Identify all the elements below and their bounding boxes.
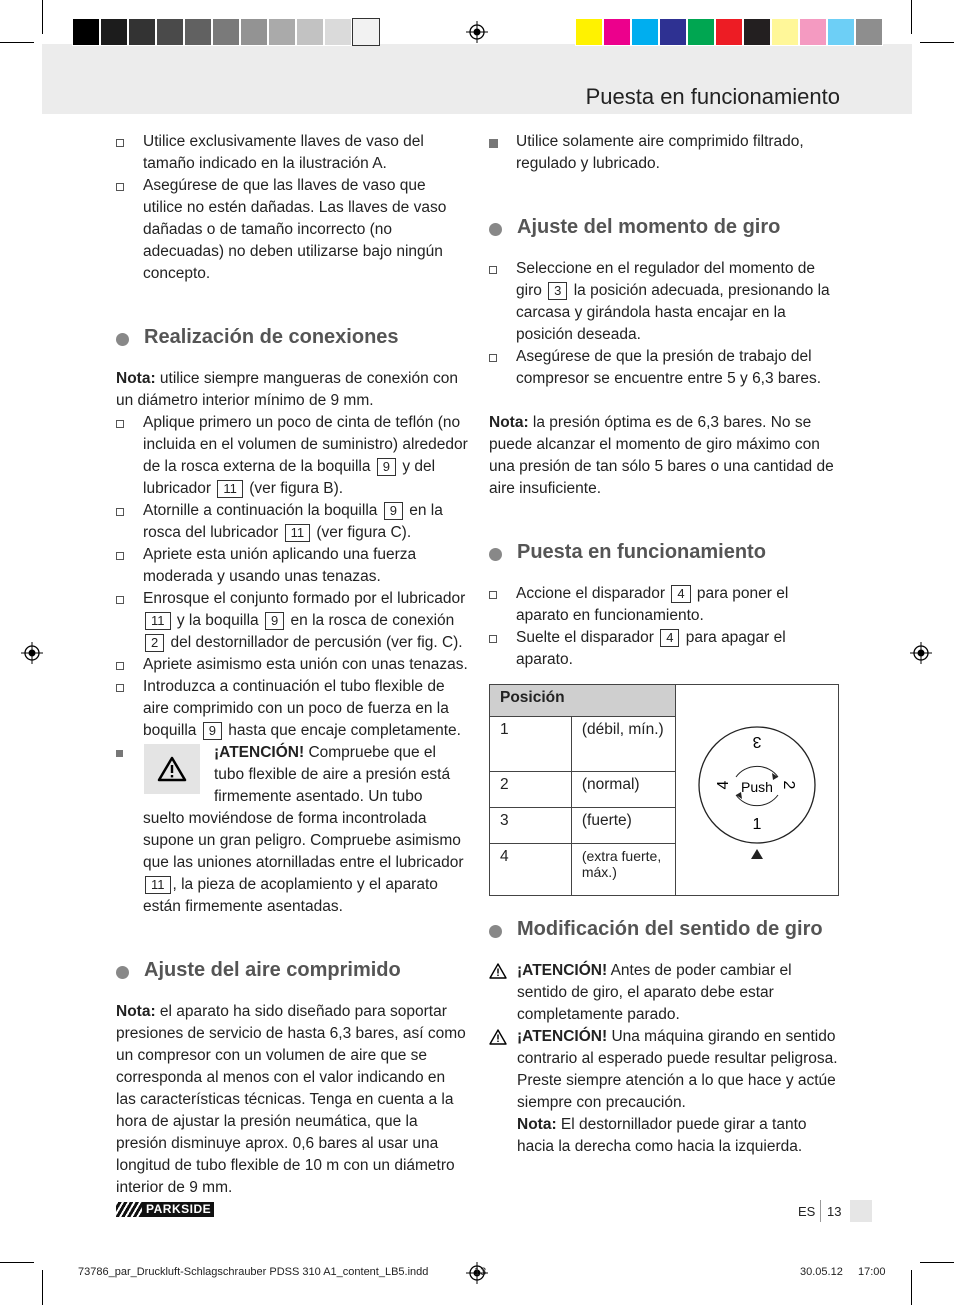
warning-icon [489, 1029, 507, 1045]
bullet-dot-icon [489, 223, 502, 236]
calibration-swatch [324, 18, 352, 46]
dial-number: 4 [715, 780, 732, 790]
list-item: Utilice solamente aire comprimido filtrado, regulado y lubricado. [489, 131, 839, 175]
calibration-swatch [268, 18, 296, 46]
warning-block: ¡ATENCIÓN! Antes de poder cambiar el sentido de giro, el aparato debe estar completamente parado. [489, 960, 839, 1026]
calibration-swatch [603, 18, 631, 46]
print-date: 30.05.12 [800, 1266, 843, 1278]
list-item: Apriete asimismo esta unión con unas tenazas. [116, 654, 468, 676]
list-item: Asegúrese de que las llaves de vaso que utilice no estén dañadas. Las llaves de vaso dañadas o de tamaño incorrecto (no adecuadas) no deben utilizarse bajo ningún concepto. [116, 175, 468, 285]
left-column [116, 131, 468, 1199]
print-time: 17:00 [858, 1266, 886, 1278]
warning-block: ¡ATENCIÓN! Una máquina girando en sentido contrario al esperado puede resultar peligrosa. Preste siempre atención a lo que hace y actúe siempre con precaución. Nota: El destornillador puede girar a tanto hacia la derecha como hacia la izquierda. [489, 1026, 839, 1158]
table-cell: 3 [490, 808, 572, 844]
table-cell: 2 [490, 772, 572, 808]
crop-mark [0, 42, 34, 43]
section-heading: Ajuste del aire comprimido [116, 959, 468, 981]
note: Nota: el aparato ha sido diseñado para soportar presiones de servicio de hasta 6,3 bares, así como un compresor con un volumen de aire que se corresponda al menos con el valor indicando en las características técnicas. Tenga en cuenta a la hora de ajustar la presión neumática, que la presión disminuye aprox. 0,6 bares al usar una longitud de tubo flexible de 10 m con un diámetro interior de 9 mm. [116, 1003, 466, 1196]
crop-mark [0, 1262, 34, 1263]
table-cell: 4 [490, 844, 572, 896]
right-column [489, 131, 839, 671]
table-cell: (fuerte) [571, 808, 675, 844]
list-item: Utilice exclusivamente llaves de vaso del tamaño indicado en la ilustración A. [116, 131, 468, 175]
list-item: Apriete esta unión aplicando una fuerza moderada y usando unas tenazas. [116, 544, 468, 588]
calibration-swatch [184, 18, 212, 46]
note: Nota: utilice siempre mangueras de conexión con un diámetro interior mínimo de 9 mm. [116, 370, 459, 409]
crop-mark [920, 42, 954, 43]
dial-figure [676, 685, 839, 896]
bullet-dot-icon [489, 925, 502, 938]
registration-mark-icon [466, 21, 488, 43]
calibration-swatch [659, 18, 687, 46]
warning-block: ¡ATENCIÓN! Compruebe que el tubo flexible de aire a presión está firmemente asentado. Un tubo suelto moviéndose de forma incontrolada supone un gran peligro. Compruebe asimismo que las uniones atornilladas entre el lubricador 11 , la pieza de acoplamiento y el aparato están firmemente asentadas. [116, 742, 468, 918]
calibration-swatch [743, 18, 771, 46]
page-tab [850, 1200, 872, 1222]
calibration-swatch [72, 18, 100, 46]
calibration-swatch [715, 18, 743, 46]
bullet-dot-icon [116, 333, 129, 346]
dial-number: 1 [752, 816, 762, 833]
warning-icon [144, 744, 200, 794]
calibration-swatch [352, 18, 380, 46]
list-item: Enrosque el conjunto formado por el lubricador 11 y la boquilla 9 en la rosca de conexión 2 del destornillador de percusión (ver fig. C). [116, 588, 468, 654]
table-cell: 1 [490, 717, 572, 772]
calibration-swatch [827, 18, 855, 46]
list-item: Suelte el disparador 4 para apagar el aparato. [489, 627, 839, 671]
note: Nota: la presión óptima es de 6,3 bares. No se puede alcanzar el momento de giro máximo con una presión de tan sólo 5 bares o una cantidad de aire insuficiente. [489, 414, 834, 497]
registration-mark-icon [21, 642, 43, 664]
ref-number: 11 [145, 876, 171, 894]
table-cell: (extra fuerte, máx.) [571, 844, 675, 896]
crop-mark [920, 1262, 954, 1263]
bullet-dot-icon [489, 548, 502, 561]
ref-number: 4 [660, 629, 679, 647]
warning-icon [489, 963, 507, 979]
list-item: Asegúrese de que la presión de trabajo del compresor se encuentre entre 5 y 6,3 bares. [489, 346, 839, 390]
calibration-swatch [687, 18, 715, 46]
ref-number: 9 [384, 502, 403, 520]
ref-number: 2 [145, 634, 164, 652]
right-column-lower [489, 918, 839, 1158]
calibration-swatch [296, 18, 324, 46]
calibration-swatch [631, 18, 659, 46]
list-item: Seleccione en el regulador del momento de giro 3 la posición adecuada, presionando la carcasa y girándola hasta encajar en la posición deseada. [489, 258, 839, 346]
divider [820, 1200, 821, 1222]
calibration-swatch [100, 18, 128, 46]
dial-number: 3 [752, 733, 762, 750]
position-table [489, 684, 839, 896]
calibration-swatch [156, 18, 184, 46]
crop-mark [911, 0, 912, 34]
page-number: 13 [827, 1204, 842, 1219]
calibration-swatch [212, 18, 240, 46]
ref-number: 9 [203, 722, 222, 740]
ref-number: 9 [377, 458, 396, 476]
ref-number: 3 [548, 282, 567, 300]
dial-number: 2 [780, 780, 797, 790]
bullet-dot-icon [116, 966, 129, 979]
list-item: Atornille a continuación la boquilla 9 en la rosca del lubricador 11 (ver figura C). [116, 500, 468, 544]
list-item: Accione el disparador 4 para poner el aparato en funcionamiento. [489, 583, 839, 627]
section-heading: Realización de conexiones [116, 326, 468, 348]
list-item: Aplique primero un poco de cinta de teflón (no incluida en el volumen de suministro) alrededor de la rosca externa de la boquilla 9 y del lubricador 11 (ver figura B). [116, 412, 468, 500]
calibration-swatch [240, 18, 268, 46]
crop-mark [42, 1270, 43, 1305]
calibration-swatch [855, 18, 883, 46]
section-heading: Ajuste del momento de giro [489, 216, 839, 238]
ref-number: 11 [145, 612, 171, 630]
crop-mark [911, 1270, 912, 1305]
list-item: Introduzca a continuación el tubo flexible de aire comprimido con un poco de fuerza en la boquilla 9 hasta que encaje completamente. [116, 676, 468, 742]
section-heading: Modificación del sentido de giro [489, 918, 839, 940]
language-code: ES [798, 1204, 816, 1219]
dial-center-label: Push [741, 779, 773, 795]
ref-number: 11 [285, 524, 311, 542]
table-header: Posición [490, 685, 676, 717]
ref-number: 11 [217, 480, 243, 498]
registration-mark-icon [910, 642, 932, 664]
table-cell: (débil, mín.) [571, 717, 675, 772]
table-cell: (normal) [571, 772, 675, 808]
section-heading: Puesta en funcionamiento [489, 541, 839, 563]
page-title: Puesta en funcionamiento [585, 84, 840, 109]
ref-number: 9 [265, 612, 284, 630]
parkside-logo: PARKSIDE [116, 1202, 214, 1217]
calibration-swatch [799, 18, 827, 46]
crop-mark [42, 0, 43, 34]
calibration-swatch [771, 18, 799, 46]
calibration-swatch [575, 18, 603, 46]
ref-number: 4 [671, 585, 690, 603]
calibration-swatch [128, 18, 156, 46]
file-name: 73786_par_Druckluft-Schlagschrauber PDSS 310 A1_content_LB5.indd [78, 1266, 429, 1278]
file-page: 13 [474, 1266, 487, 1278]
